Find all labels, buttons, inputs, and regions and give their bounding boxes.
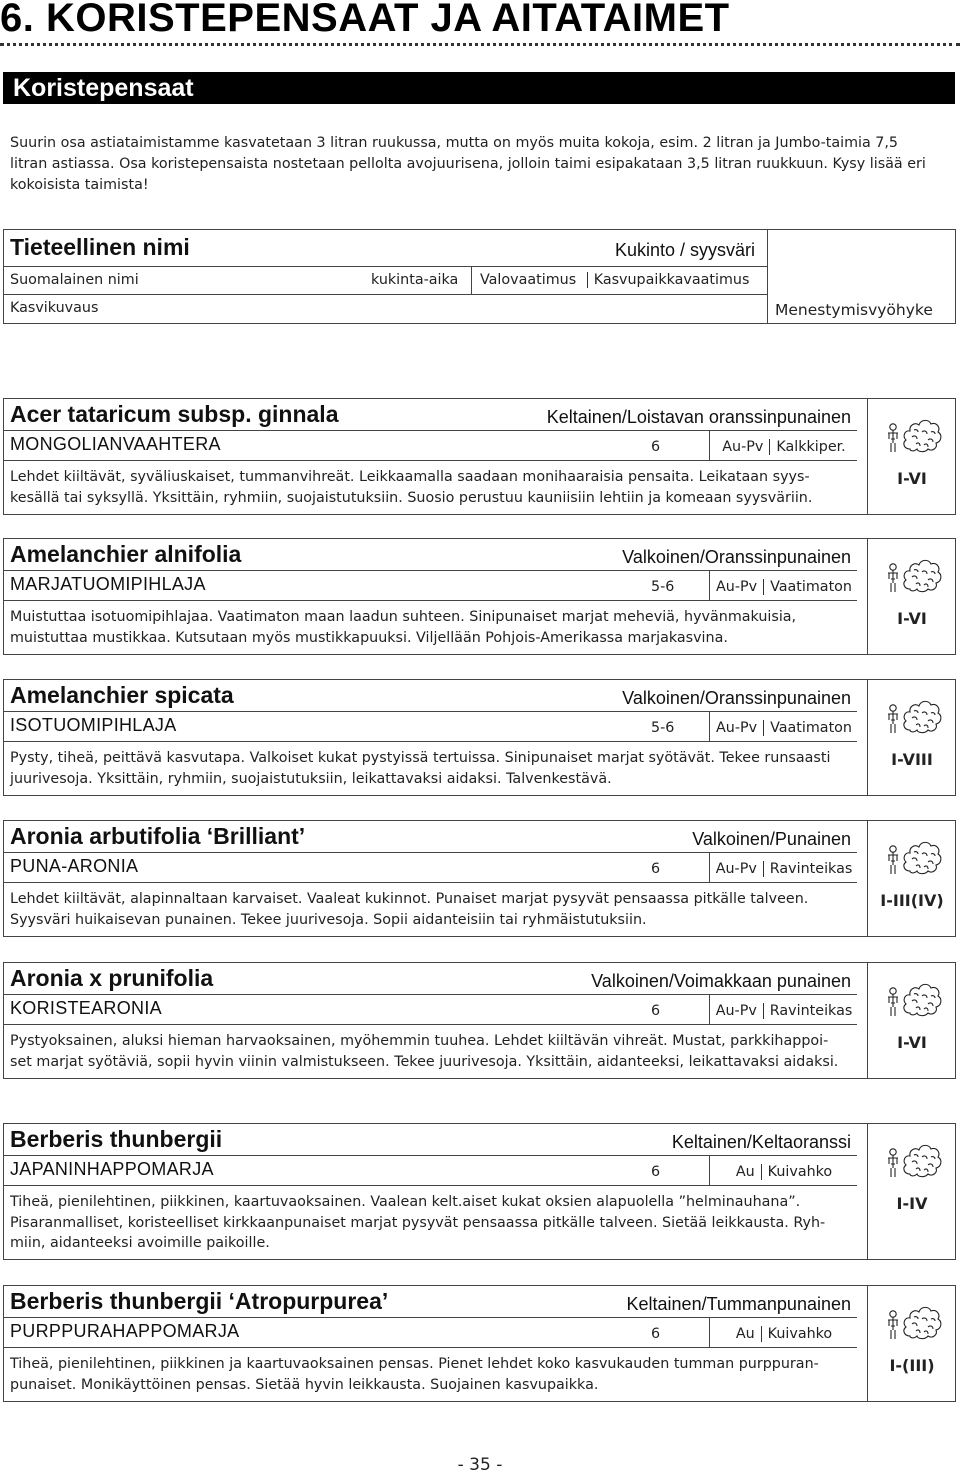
flower-autumn-color: Valkoinen/Punainen [692,829,851,849]
plant-description: Lehdet kiiltävät, alapinnaltaan karvaiset. Vaaleat kukinnot. Punaiset marjat pysyvät pensaassa pitkälle talveen. Syysväri huikaisevan punainen. Tekee juurivesoja. Sopii aidanteisiin tai ryhmäistutuksiin. [10,891,809,928]
row-divider [4,711,857,712]
row-divider [4,1185,857,1186]
scientific-name: Amelanchier alnifolia [10,541,242,567]
zone-divider [867,963,868,1078]
section-banner: Koristepensaat [3,72,955,104]
row-divider [4,741,857,742]
legend-divider [4,266,767,267]
light-requirement: Au [735,1164,755,1180]
flower-autumn-color: Valkoinen/Oranssinpunainen [622,547,851,567]
light-requirement: Au-Pv [716,579,758,595]
legend-common-name: Suomalainen nimi [10,272,139,288]
requirements [713,720,855,736]
light-requirement: Au-Pv [715,1003,757,1019]
hardiness-zone: I-VI [897,1033,927,1052]
page-number: - 35 - [457,1455,503,1475]
bloom-time: 6 [651,1326,661,1342]
light-requirement: Au-Pv [722,439,764,455]
scientific-name: Amelanchier spicata [10,682,234,708]
zone-divider [867,680,868,795]
common-name: PURPPURAHAPPOMARJA [10,1321,240,1341]
intro-text: Suurin osa astiataimistamme kasvatetaan 3 litran ruukussa, mutta on myös muita kokoja, esim. 2 litran ja Jumbo-taimia 7,5 litran astiassa. Osa koristepensaista nostetaan pellolta avojuurisena, jolloin taimi esipakataan 3,5 litran ruukkuun. Kysy lisää eri kokoisista taimista! [10,135,926,193]
row-divider [4,460,857,461]
dotted-divider [0,43,960,46]
legend-divider [471,266,472,294]
hardiness-zone: I-III(IV) [880,891,944,910]
legend-divider [767,230,768,323]
requirements [713,861,855,877]
flower-autumn-color: Keltainen/Tummanpunainen [626,1294,851,1314]
row-divider [4,570,857,571]
cell-divider [709,994,710,1024]
legend-description: Kasvikuvaus [10,300,99,316]
legend-bloom: kukinta-aika [371,272,459,288]
row-divider [4,882,857,883]
hardiness-zone: I-VI [897,609,927,628]
soil-requirement: Kuivahko [767,1326,833,1342]
flower-autumn-color: Valkoinen/Oranssinpunainen [622,688,851,708]
requirements [713,579,855,595]
light-requirement: Au-Pv [716,720,758,736]
common-name: MONGOLIANVAAHTERA [10,434,221,454]
plant-entry [3,820,956,937]
plant-description: Pystyoksainen, aluksi hieman harvaoksainen, myöhemmin tuuhea. Lehdet kiiltävän vihreät. Mustat, parkkihappoi-set marjat syötäviä, sopii hyvin viinin valmistukseen. Tekee juurivesoja. Yksittäin, aidanteeksi, leikattavaksi aidaksi. [10,1033,839,1070]
scientific-name: Berberis thunbergii [10,1126,223,1152]
plant-entry [3,679,956,796]
cell-divider [709,1155,710,1185]
flower-autumn-color: Keltainen/Keltaoranssi [671,1132,851,1152]
common-name: JAPANINHAPPOMARJA [10,1159,214,1179]
common-name: MARJATUOMIPIHLAJA [10,574,206,594]
row-divider [4,1317,857,1318]
scientific-name: Acer tataricum subsp. ginnala [10,401,339,427]
legend-soil: Kasvupaikkavaatimus [593,272,750,288]
legend-zone: Menestymisvyöhyke [775,301,933,319]
plant-entry [3,962,956,1079]
shrub-size-icon [884,827,944,881]
requirements [713,1164,855,1180]
common-name: KORISTEARONIA [10,998,162,1018]
plant-description: Tiheä, pienilehtinen, piikkinen, kaartuvaoksainen. Vaalean kelt.aiset kukat oksien alapuolella ”helminauhana”. Pisaranmalliset, koristeelliset kirkkaanpunaiset marjat pysyvät pensaassa pitkälle talveen. Sietää leikkausta. Ryh-miin, aidanteeksi avoimille paikoille. [10,1194,826,1251]
soil-requirement: Vaatimaton [770,579,852,595]
plant-entry [3,538,956,655]
shrub-size-icon [884,969,944,1023]
plant-description: Pysty, tiheä, peittävä kasvutapa. Valkoiset kukat pystyissä tertuissa. Sinipunaiset marjat syötävät. Tekee runsaasti juurivesoja. Yksittäin, ryhmiin, suojaistutuksiin, leikattavaksi aidaksi. Talvenkestävä. [10,750,831,787]
scientific-name: Aronia x prunifolia [10,965,214,991]
soil-requirement: Kuivahko [767,1164,833,1180]
bloom-time: 6 [651,861,661,877]
hardiness-zone: I-VI [897,469,927,488]
bloom-time: 6 [651,1003,661,1019]
requirements [713,1003,855,1019]
scientific-name: Berberis thunbergii ‘Atropurpurea’ [10,1288,389,1314]
shrub-size-icon [884,686,944,740]
row-divider [4,852,857,853]
plant-entry [3,1285,956,1402]
shrub-size-icon [884,1292,944,1346]
bloom-time: 5-6 [651,579,675,595]
cell-divider [709,570,710,600]
soil-requirement: Vaatimaton [770,720,852,736]
zone-divider [867,1286,868,1401]
common-name: ISOTUOMIPIHLAJA [10,715,177,735]
plant-entry [3,398,956,515]
common-name: PUNA-ARONIA [10,856,139,876]
chapter-title: 6. KORISTEPENSAAT JA AITATAIMET [0,0,730,40]
light-requirement: Au-Pv [715,861,757,877]
scientific-name: Aronia arbutifolia ‘Brilliant’ [10,823,306,849]
requirements [713,1326,855,1342]
flower-autumn-color: Valkoinen/Voimakkaan punainen [591,971,851,991]
soil-requirement: Ravinteikas [769,861,853,877]
legend-color: Kukinto / syysväri [614,240,755,260]
shrub-size-icon [884,405,944,459]
hardiness-zone: I-(III) [889,1356,935,1375]
bloom-time: 6 [651,1164,661,1180]
light-requirement: Au [735,1326,755,1342]
shrub-size-icon [884,545,944,599]
row-divider [4,1155,857,1156]
legend-box [3,229,956,324]
row-divider [4,430,857,431]
cell-divider [709,711,710,741]
cell-divider [709,852,710,882]
row-divider [4,1024,857,1025]
plant-entry [3,1123,956,1260]
zone-divider [867,821,868,936]
shrub-size-icon [884,1130,944,1184]
legend-divider [4,294,767,295]
row-divider [4,1347,857,1348]
plant-description: Muistuttaa isotuomipihlajaa. Vaatimaton maan laadun suhteen. Sinipunaiset marjat meheviä, hyvänmakuisia, muistuttaa mustikkaa. Kutsutaan myös mustikkapuuksi. Viljellään Pohjois-Amerikassa marjakasvina. [10,609,797,646]
zone-divider [867,1124,868,1259]
plant-description: Tiheä, pienilehtinen, piikkinen ja kaartuvaoksainen pensas. Pienet lehdet koko kasvukauden tumman purppuran-punaiset. Monikäyttöinen pensas. Sietää hyvin leikkausta. Suojainen kasvupaikka. [10,1356,819,1393]
requirements [713,439,855,455]
zone-divider [867,399,868,514]
zone-divider [867,539,868,654]
legend-requirements [480,272,749,288]
row-divider [4,600,857,601]
bloom-time: 6 [651,439,661,455]
soil-requirement: Kalkkiper. [776,439,846,455]
hardiness-zone: I-IV [896,1194,928,1213]
row-divider [4,994,857,995]
hardiness-zone: I-VIII [891,750,933,769]
plant-description: Lehdet kiiltävät, syväliuskaiset, tummanvihreät. Leikkaamalla saadaan monihaaraisia pensaita. Leikataan syys-kesällä tai syksyllä. Yksittäin, ryhmiin, suojaistutuksiin. Suosio perustuu kauniisiin lehtiin ja komeaan syysväriin. [10,469,813,506]
cell-divider [709,1317,710,1347]
legend-light: Valovaatimus [480,272,577,288]
soil-requirement: Ravinteikas [769,1003,853,1019]
flower-autumn-color: Keltainen/Loistavan oranssinpunainen [546,407,851,427]
bloom-time: 5-6 [651,720,675,736]
cell-divider [709,430,710,460]
legend-sci-name: Tieteellinen nimi [10,234,190,260]
